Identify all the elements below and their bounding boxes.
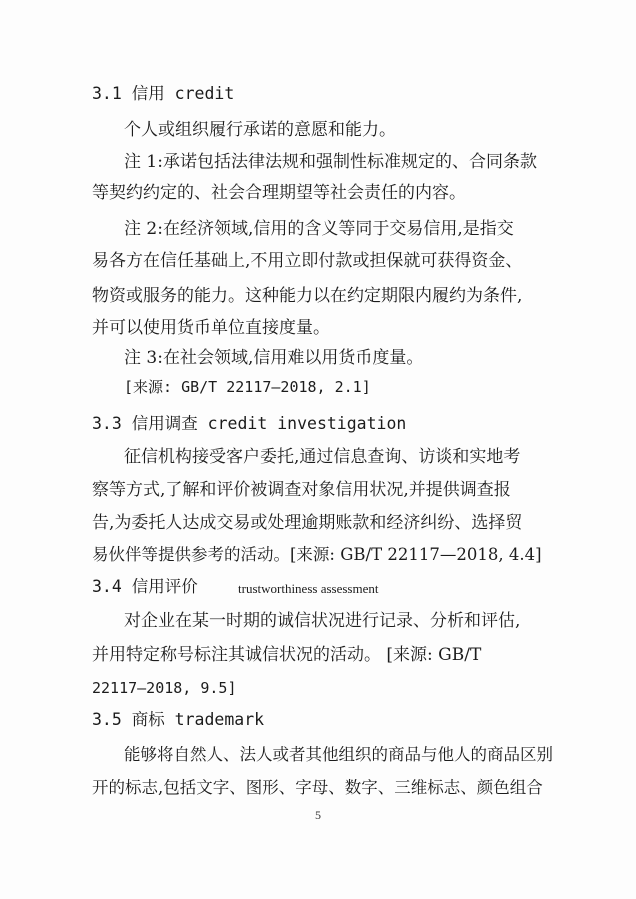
clause-3-1-note-2-line-3: 物资或服务的能力。这种能力以在约定期限内履约为条件, (92, 286, 523, 306)
clause-3-1-heading: 3.1 信用 credit (92, 84, 235, 103)
clause-3-4-line-1: 对企业在某一时期的诚信状况进行记录、分析和评估, (124, 611, 521, 631)
clause-3-4-heading: 3.4 信用评价 (92, 577, 198, 596)
clause-3-3-line-1: 征信机构接受客户委托,通过信息查询、访谈和实地考 (124, 447, 521, 467)
clause-3-5-line-1: 能够将自然人、法人或者其他组织的商品与他人的商品区别 (124, 745, 553, 764)
clause-3-1-note-1-line-1: 注 1:承诺包括法律法规和强制性标准规定的、合同条款 (124, 152, 537, 172)
clause-3-3-heading: 3.3 信用调查 credit investigation (92, 414, 407, 433)
clause-3-4-source-end: 22117—2018, 9.5] (92, 679, 237, 697)
clause-3-5-line-2: 开的标志,包括文字、图形、字母、数字、三维标志、颜色组合 (92, 778, 543, 797)
clause-3-3-line-4-source: 易伙伴等提供参考的活动。[来源: GB/T 22117—2018, 4.4] (92, 545, 542, 564)
clause-3-1-note-2-line-1: 注 2:在经济领域,信用的含义等同于交易信用,是指交 (124, 219, 514, 239)
page-number: 5 (315, 808, 321, 822)
clause-3-5-heading: 3.5 商标 trademark (92, 710, 265, 729)
clause-3-1-note-2-line-2: 易各方在信任基础上,不用立即付款或担保就可获得资金、 (92, 251, 523, 271)
clause-3-3-line-3: 告,为委托人达成交易或处理逾期账款和经济纠纷、选择贸 (92, 513, 523, 533)
clause-3-1-note-1-line-2: 等契约约定的、社会合理期望等社会责任的内容。 (92, 183, 466, 203)
clause-3-1-note-3: 注 3:在社会领域,信用难以用货币度量。 (124, 348, 424, 368)
clause-3-1-note-2-line-4: 并可以使用货币单位直接度量。 (92, 318, 330, 338)
clause-3-4-line-2: 并用特定称号标注其诚信状况的活动。 [来源: GB/T (92, 645, 482, 665)
clause-3-1-source: [来源: GB/T 22117—2018, 2.1] (124, 378, 371, 396)
clause-3-1-definition: 个人或组织履行承诺的意愿和能力。 (124, 120, 396, 140)
clause-3-3-line-2: 察等方式,了解和评价被调查对象信用状况,并提供调查报 (92, 480, 511, 500)
clause-3-4-english-term: trustworthiness assessment (238, 581, 379, 596)
